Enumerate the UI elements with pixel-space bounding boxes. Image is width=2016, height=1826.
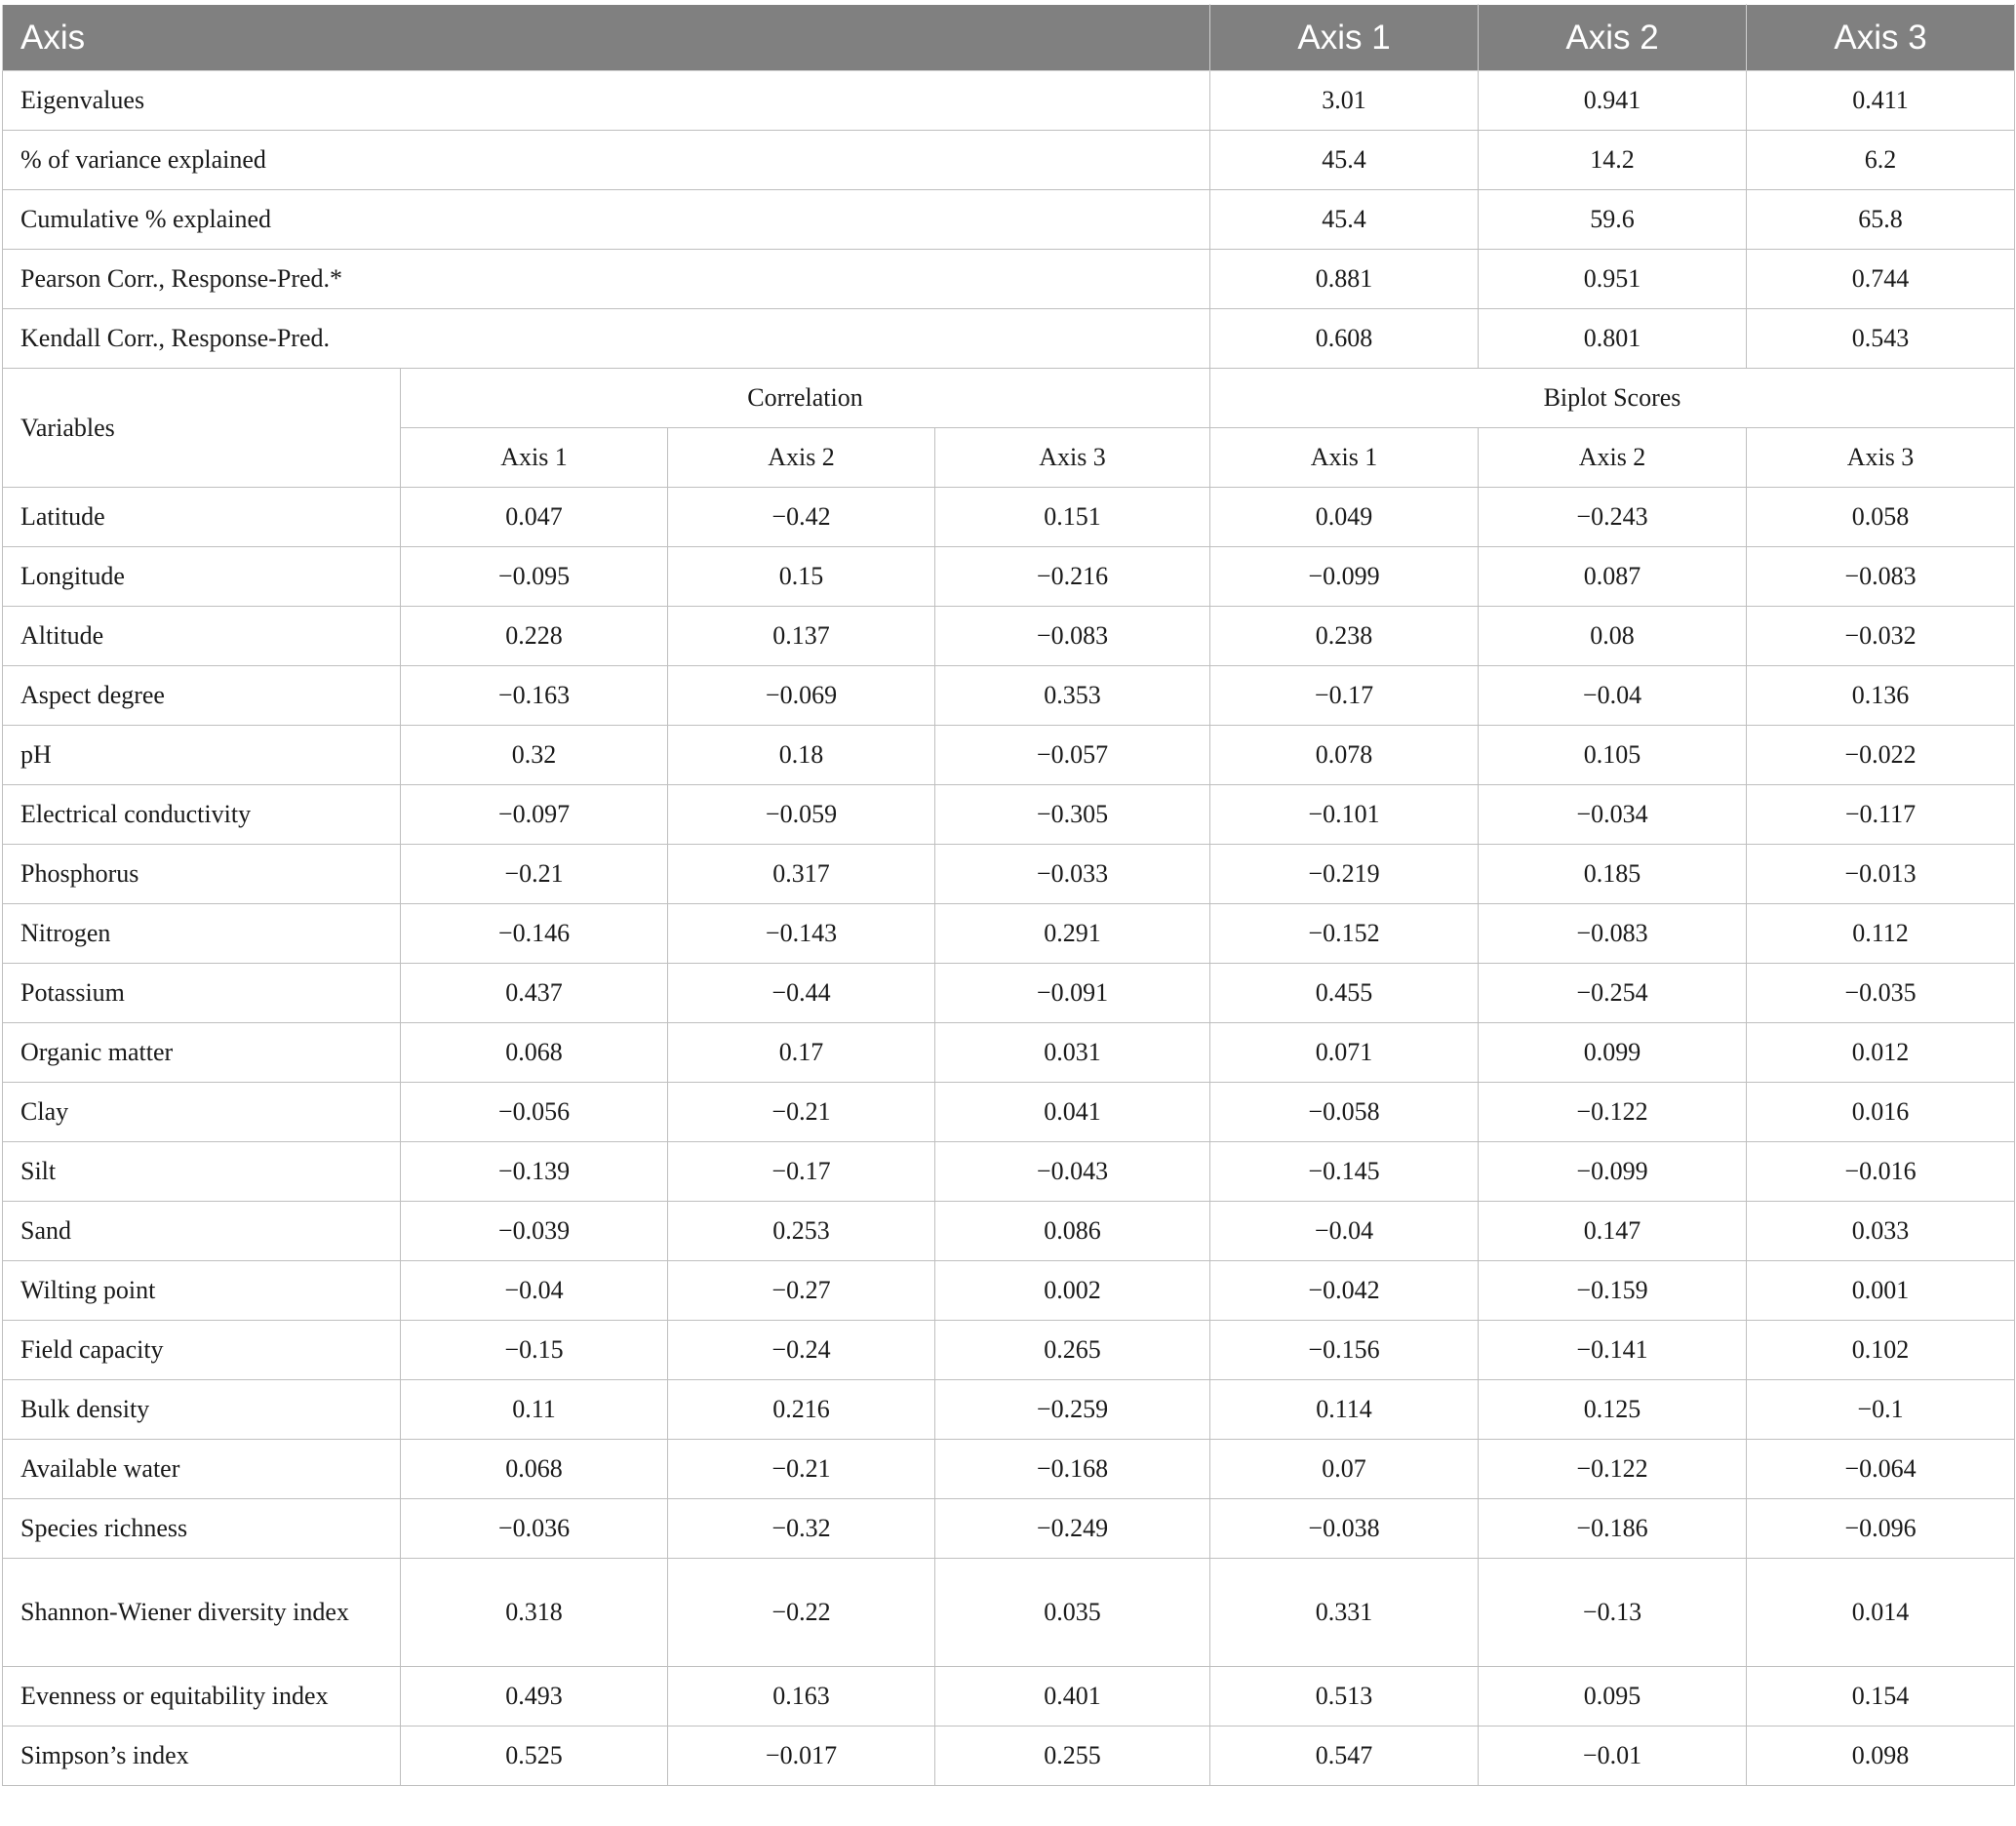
correlation-value: −0.305 bbox=[935, 785, 1210, 845]
variable-row bbox=[3, 1023, 2015, 1083]
biplot-value: 0.185 bbox=[1479, 845, 1747, 904]
correlation-value: 0.228 bbox=[401, 607, 668, 666]
correlation-value: −0.069 bbox=[668, 666, 935, 726]
correlation-value: −0.21 bbox=[668, 1083, 935, 1142]
variable-row bbox=[3, 607, 2015, 666]
biplot-value: 0.136 bbox=[1747, 666, 2015, 726]
correlation-header: Correlation bbox=[401, 369, 1210, 428]
correlation-value: 0.291 bbox=[935, 904, 1210, 964]
biplot-value: 0.154 bbox=[1747, 1667, 2015, 1727]
correlation-value: 0.493 bbox=[401, 1667, 668, 1727]
biplot-value: −0.083 bbox=[1747, 547, 2015, 607]
correlation-value: −0.163 bbox=[401, 666, 668, 726]
biplot-value: −0.034 bbox=[1479, 785, 1747, 845]
correlation-value: −0.15 bbox=[401, 1321, 668, 1380]
variable-row bbox=[3, 1559, 2015, 1667]
correlation-value: −0.091 bbox=[935, 964, 1210, 1023]
corr-axis-3-header: Axis 3 bbox=[935, 428, 1210, 488]
biplot-value: −0.022 bbox=[1747, 726, 2015, 785]
biplot-value: 0.125 bbox=[1479, 1380, 1747, 1440]
variable-row bbox=[3, 904, 2015, 964]
variable-row bbox=[3, 1142, 2015, 1202]
variable-row bbox=[3, 666, 2015, 726]
correlation-value: −0.017 bbox=[668, 1727, 935, 1786]
correlation-value: 0.255 bbox=[935, 1727, 1210, 1786]
variable-name: Electrical conductivity bbox=[3, 785, 401, 845]
subheader-rows bbox=[3, 369, 2015, 488]
variable-name: Simpson’s index bbox=[3, 1727, 401, 1786]
biplot-value: −0.099 bbox=[1479, 1142, 1747, 1202]
correlation-value: 0.32 bbox=[401, 726, 668, 785]
biplot-value: 0.105 bbox=[1479, 726, 1747, 785]
biplot-value: −0.186 bbox=[1479, 1499, 1747, 1559]
correlation-value: −0.24 bbox=[668, 1321, 935, 1380]
biplot-value: 0.078 bbox=[1210, 726, 1479, 785]
correlation-value: 0.068 bbox=[401, 1440, 668, 1499]
biplot-value: −0.156 bbox=[1210, 1321, 1479, 1380]
biplot-value: −0.038 bbox=[1210, 1499, 1479, 1559]
correlation-value: −0.057 bbox=[935, 726, 1210, 785]
biplot-value: −0.058 bbox=[1210, 1083, 1479, 1142]
group-header-row bbox=[3, 369, 2015, 428]
biplot-value: 0.147 bbox=[1479, 1202, 1747, 1261]
correlation-value: −0.059 bbox=[668, 785, 935, 845]
biplot-value: −0.13 bbox=[1479, 1559, 1747, 1667]
correlation-value: −0.139 bbox=[401, 1142, 668, 1202]
summary-value: 3.01 bbox=[1210, 71, 1479, 131]
correlation-value: −0.04 bbox=[401, 1261, 668, 1321]
biplot-value: −0.152 bbox=[1210, 904, 1479, 964]
biplot-value: 0.033 bbox=[1747, 1202, 2015, 1261]
summary-value: 0.411 bbox=[1747, 71, 2015, 131]
header-row bbox=[3, 5, 2015, 71]
correlation-value: −0.168 bbox=[935, 1440, 1210, 1499]
variable-name: Species richness bbox=[3, 1499, 401, 1559]
summary-row bbox=[3, 71, 2015, 131]
correlation-value: −0.32 bbox=[668, 1499, 935, 1559]
correlation-value: 0.031 bbox=[935, 1023, 1210, 1083]
summary-value: 45.4 bbox=[1210, 190, 1479, 250]
correlation-value: 0.086 bbox=[935, 1202, 1210, 1261]
correlation-value: 0.041 bbox=[935, 1083, 1210, 1142]
biplot-value: −0.016 bbox=[1747, 1142, 2015, 1202]
variable-row bbox=[3, 1202, 2015, 1261]
variable-name: Latitude bbox=[3, 488, 401, 547]
biplot-value: 0.071 bbox=[1210, 1023, 1479, 1083]
variable-row bbox=[3, 1380, 2015, 1440]
variable-name: Silt bbox=[3, 1142, 401, 1202]
variable-name: Nitrogen bbox=[3, 904, 401, 964]
correlation-value: −0.22 bbox=[668, 1559, 935, 1667]
summary-row bbox=[3, 309, 2015, 369]
variable-name: Clay bbox=[3, 1083, 401, 1142]
biplot-value: −0.064 bbox=[1747, 1440, 2015, 1499]
correlation-value: 0.318 bbox=[401, 1559, 668, 1667]
biplot-value: −0.243 bbox=[1479, 488, 1747, 547]
correlation-value: 0.353 bbox=[935, 666, 1210, 726]
variable-row bbox=[3, 964, 2015, 1023]
correlation-value: −0.21 bbox=[668, 1440, 935, 1499]
biplot-value: −0.099 bbox=[1210, 547, 1479, 607]
biplot-value: −0.101 bbox=[1210, 785, 1479, 845]
biplot-value: 0.087 bbox=[1479, 547, 1747, 607]
biplot-value: −0.035 bbox=[1747, 964, 2015, 1023]
axis-1-header: Axis 1 bbox=[1210, 5, 1479, 71]
correlation-value: 0.11 bbox=[401, 1380, 668, 1440]
summary-value: 59.6 bbox=[1479, 190, 1747, 250]
biplot-value: −0.04 bbox=[1479, 666, 1747, 726]
variable-name: Evenness or equitability index bbox=[3, 1667, 401, 1727]
variable-name: Available water bbox=[3, 1440, 401, 1499]
correlation-value: −0.21 bbox=[401, 845, 668, 904]
biplot-value: 0.547 bbox=[1210, 1727, 1479, 1786]
biplot-value: 0.049 bbox=[1210, 488, 1479, 547]
summary-rows bbox=[3, 71, 2015, 369]
biplot-axis-1-header: Axis 1 bbox=[1210, 428, 1479, 488]
correlation-value: 0.18 bbox=[668, 726, 935, 785]
variable-rows bbox=[3, 488, 2015, 1786]
correlation-value: 0.216 bbox=[668, 1380, 935, 1440]
summary-label: Pearson Corr., Response-Pred.* bbox=[3, 250, 1210, 309]
correlation-value: 0.525 bbox=[401, 1727, 668, 1786]
biplot-value: 0.455 bbox=[1210, 964, 1479, 1023]
correlation-value: 0.163 bbox=[668, 1667, 935, 1727]
correlation-value: −0.146 bbox=[401, 904, 668, 964]
correlation-value: 0.265 bbox=[935, 1321, 1210, 1380]
variable-name: Potassium bbox=[3, 964, 401, 1023]
biplot-value: 0.114 bbox=[1210, 1380, 1479, 1440]
variable-name: Field capacity bbox=[3, 1321, 401, 1380]
correlation-value: −0.043 bbox=[935, 1142, 1210, 1202]
summary-label: % of variance explained bbox=[3, 131, 1210, 190]
correlation-value: −0.216 bbox=[935, 547, 1210, 607]
variables-header: Variables bbox=[3, 369, 401, 488]
axis-3-header: Axis 3 bbox=[1747, 5, 2015, 71]
correlation-value: −0.143 bbox=[668, 904, 935, 964]
variable-row bbox=[3, 726, 2015, 785]
variable-name: Shannon-Wiener diversity index bbox=[3, 1559, 401, 1667]
biplot-value: −0.01 bbox=[1479, 1727, 1747, 1786]
correlation-value: −0.056 bbox=[401, 1083, 668, 1142]
biplot-value: −0.254 bbox=[1479, 964, 1747, 1023]
biplot-value: 0.07 bbox=[1210, 1440, 1479, 1499]
variable-row bbox=[3, 1440, 2015, 1499]
correlation-value: 0.137 bbox=[668, 607, 935, 666]
correlation-value: 0.151 bbox=[935, 488, 1210, 547]
biplot-value: 0.098 bbox=[1747, 1727, 2015, 1786]
summary-row bbox=[3, 250, 2015, 309]
summary-value: 0.543 bbox=[1747, 309, 2015, 369]
correlation-value: −0.036 bbox=[401, 1499, 668, 1559]
corr-axis-1-header: Axis 1 bbox=[401, 428, 668, 488]
biplot-value: −0.042 bbox=[1210, 1261, 1479, 1321]
biplot-value: 0.112 bbox=[1747, 904, 2015, 964]
correlation-value: −0.097 bbox=[401, 785, 668, 845]
summary-value: 6.2 bbox=[1747, 131, 2015, 190]
biplot-value: 0.012 bbox=[1747, 1023, 2015, 1083]
biplot-value: 0.014 bbox=[1747, 1559, 2015, 1667]
variable-name: Bulk density bbox=[3, 1380, 401, 1440]
biplot-value: 0.102 bbox=[1747, 1321, 2015, 1380]
biplot-axis-2-header: Axis 2 bbox=[1479, 428, 1747, 488]
correlation-value: −0.095 bbox=[401, 547, 668, 607]
correlation-value: 0.401 bbox=[935, 1667, 1210, 1727]
variable-name: Organic matter bbox=[3, 1023, 401, 1083]
correlation-value: 0.17 bbox=[668, 1023, 935, 1083]
correlation-value: −0.42 bbox=[668, 488, 935, 547]
variable-name: Wilting point bbox=[3, 1261, 401, 1321]
variable-name: pH bbox=[3, 726, 401, 785]
biplot-value: 0.238 bbox=[1210, 607, 1479, 666]
variable-row bbox=[3, 547, 2015, 607]
correlation-value: 0.068 bbox=[401, 1023, 668, 1083]
correlation-value: 0.317 bbox=[668, 845, 935, 904]
biplot-value: −0.117 bbox=[1747, 785, 2015, 845]
summary-value: 0.951 bbox=[1479, 250, 1747, 309]
correlation-value: −0.259 bbox=[935, 1380, 1210, 1440]
correlation-value: 0.047 bbox=[401, 488, 668, 547]
biplot-header: Biplot Scores bbox=[1210, 369, 2015, 428]
variable-row bbox=[3, 488, 2015, 547]
summary-row bbox=[3, 131, 2015, 190]
biplot-value: −0.219 bbox=[1210, 845, 1479, 904]
correlation-value: −0.039 bbox=[401, 1202, 668, 1261]
summary-value: 0.881 bbox=[1210, 250, 1479, 309]
summary-value: 45.4 bbox=[1210, 131, 1479, 190]
variable-row bbox=[3, 1667, 2015, 1727]
variable-row bbox=[3, 845, 2015, 904]
biplot-value: −0.096 bbox=[1747, 1499, 2015, 1559]
summary-label: Eigenvalues bbox=[3, 71, 1210, 131]
correlation-value: −0.033 bbox=[935, 845, 1210, 904]
biplot-value: −0.1 bbox=[1747, 1380, 2015, 1440]
summary-value: 65.8 bbox=[1747, 190, 2015, 250]
variable-name: Aspect degree bbox=[3, 666, 401, 726]
axis-2-header: Axis 2 bbox=[1479, 5, 1747, 71]
variable-row bbox=[3, 1499, 2015, 1559]
variable-name: Sand bbox=[3, 1202, 401, 1261]
correlation-value: 0.437 bbox=[401, 964, 668, 1023]
biplot-axis-3-header: Axis 3 bbox=[1747, 428, 2015, 488]
biplot-value: 0.331 bbox=[1210, 1559, 1479, 1667]
biplot-value: −0.083 bbox=[1479, 904, 1747, 964]
correlation-value: −0.44 bbox=[668, 964, 935, 1023]
biplot-value: 0.058 bbox=[1747, 488, 2015, 547]
variable-row bbox=[3, 1083, 2015, 1142]
biplot-value: −0.032 bbox=[1747, 607, 2015, 666]
ordination-table bbox=[2, 4, 2015, 1786]
biplot-value: 0.095 bbox=[1479, 1667, 1747, 1727]
biplot-value: −0.17 bbox=[1210, 666, 1479, 726]
biplot-value: 0.513 bbox=[1210, 1667, 1479, 1727]
biplot-value: −0.122 bbox=[1479, 1440, 1747, 1499]
biplot-value: −0.013 bbox=[1747, 845, 2015, 904]
correlation-value: 0.15 bbox=[668, 547, 935, 607]
correlation-value: 0.253 bbox=[668, 1202, 935, 1261]
correlation-value: −0.083 bbox=[935, 607, 1210, 666]
biplot-value: −0.04 bbox=[1210, 1202, 1479, 1261]
correlation-value: −0.27 bbox=[668, 1261, 935, 1321]
biplot-value: −0.159 bbox=[1479, 1261, 1747, 1321]
biplot-value: −0.122 bbox=[1479, 1083, 1747, 1142]
correlation-value: 0.002 bbox=[935, 1261, 1210, 1321]
summary-value: 0.941 bbox=[1479, 71, 1747, 131]
summary-label: Kendall Corr., Response-Pred. bbox=[3, 309, 1210, 369]
variable-name: Altitude bbox=[3, 607, 401, 666]
variable-row bbox=[3, 1261, 2015, 1321]
biplot-value: 0.099 bbox=[1479, 1023, 1747, 1083]
variable-row bbox=[3, 1727, 2015, 1786]
biplot-value: 0.016 bbox=[1747, 1083, 2015, 1142]
biplot-value: 0.001 bbox=[1747, 1261, 2015, 1321]
biplot-value: −0.145 bbox=[1210, 1142, 1479, 1202]
summary-value: 0.744 bbox=[1747, 250, 2015, 309]
variable-name: Longitude bbox=[3, 547, 401, 607]
summary-row bbox=[3, 190, 2015, 250]
biplot-value: 0.08 bbox=[1479, 607, 1747, 666]
corr-axis-2-header: Axis 2 bbox=[668, 428, 935, 488]
summary-label: Cumulative % explained bbox=[3, 190, 1210, 250]
variable-row bbox=[3, 785, 2015, 845]
summary-value: 0.608 bbox=[1210, 309, 1479, 369]
variable-name: Phosphorus bbox=[3, 845, 401, 904]
summary-value: 14.2 bbox=[1479, 131, 1747, 190]
correlation-value: 0.035 bbox=[935, 1559, 1210, 1667]
summary-value: 0.801 bbox=[1479, 309, 1747, 369]
correlation-value: −0.249 bbox=[935, 1499, 1210, 1559]
axis-header: Axis bbox=[3, 5, 1210, 71]
correlation-value: −0.17 bbox=[668, 1142, 935, 1202]
biplot-value: −0.141 bbox=[1479, 1321, 1747, 1380]
variable-row bbox=[3, 1321, 2015, 1380]
